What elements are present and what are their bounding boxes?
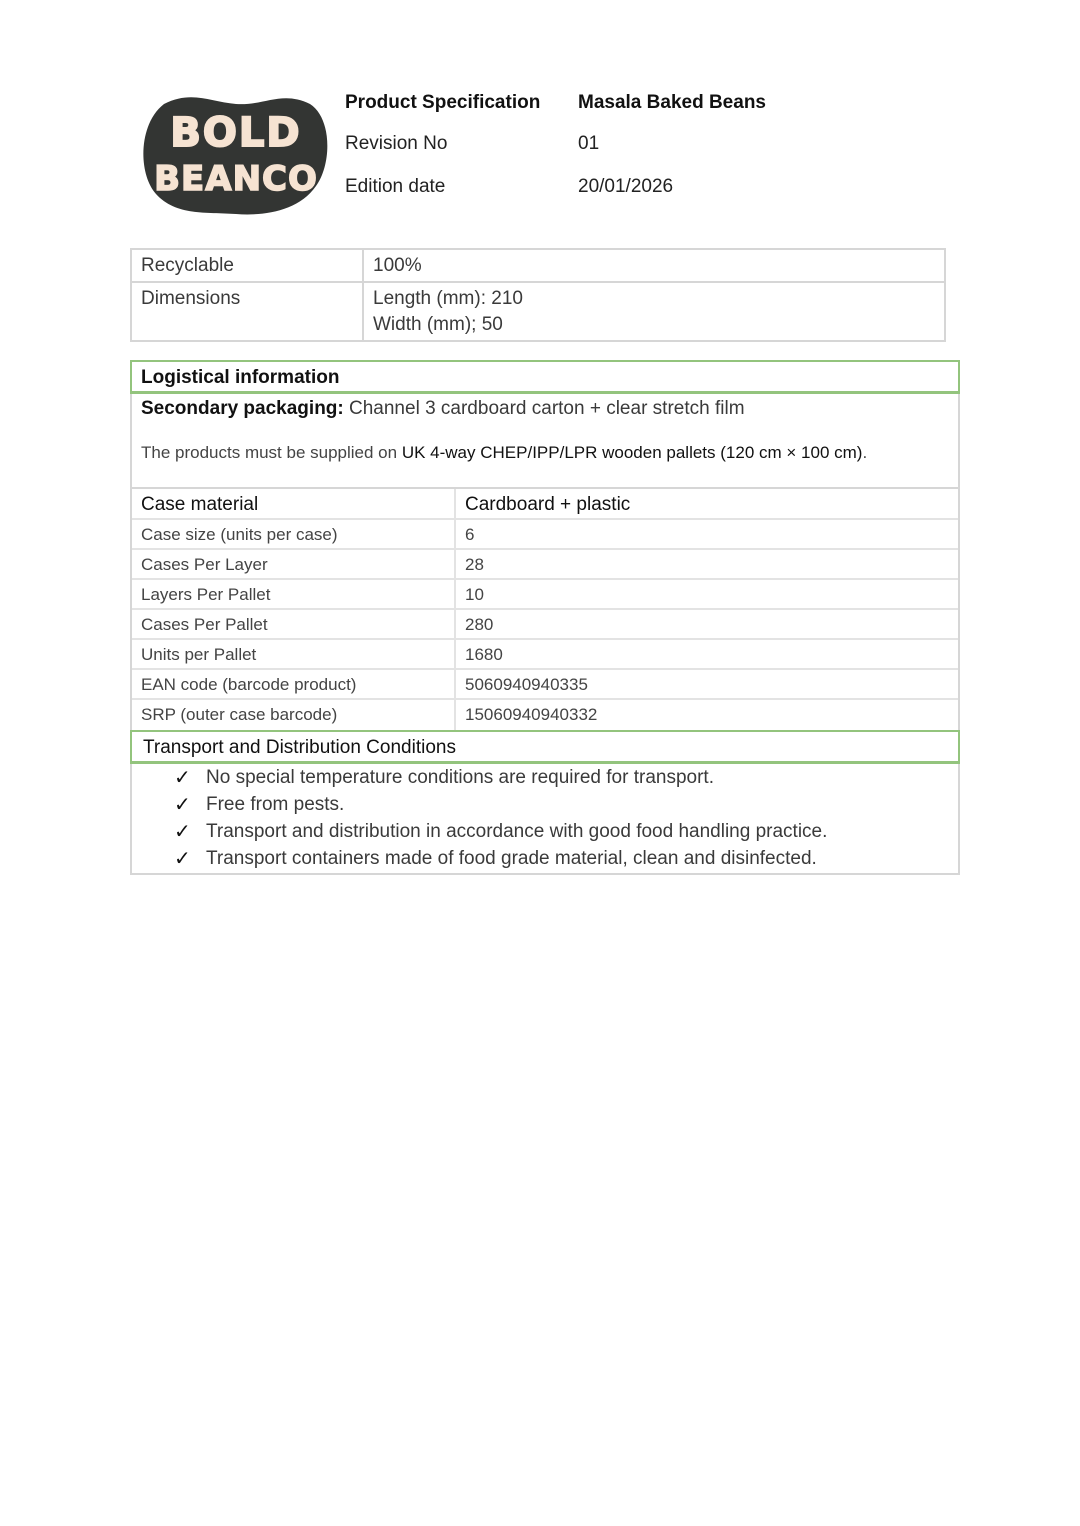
checkmark-icon: ✓: [174, 848, 191, 870]
row-value: Cardboard + plastic: [465, 494, 631, 515]
table-row: [132, 580, 958, 610]
logistics-table: [130, 360, 960, 875]
packaging-table: [130, 248, 946, 342]
table-row: [132, 489, 958, 520]
secondary-packaging-label: Secondary packaging:: [141, 398, 344, 419]
table-row: [132, 640, 958, 670]
row-value: 28: [465, 555, 484, 574]
recyclable-label: Recyclable: [132, 250, 364, 281]
checkmark-icon: ✓: [174, 821, 191, 843]
logistics-title: Logistical information: [130, 360, 960, 391]
revision-label: Revision No: [345, 133, 448, 154]
revision-value: 01: [578, 133, 600, 154]
table-row: [132, 700, 958, 730]
row-label: SRP (outer case barcode): [132, 700, 456, 730]
pallet-suffix: .: [862, 443, 868, 462]
transport-title: Transport and Distribution Conditions: [130, 730, 960, 761]
condition-text: Transport and distribution in accordance with good food handling practice.: [206, 820, 828, 842]
row-label: Case size (units per case): [132, 520, 456, 548]
checkmark-icon: ✓: [174, 794, 191, 816]
spec-value: Masala Baked Beans: [578, 92, 766, 113]
row-value: 280: [465, 615, 494, 634]
table-row: [132, 550, 958, 580]
row-value: 1680: [465, 645, 503, 664]
condition-text: Transport containers made of food grade material, clean and disinfected.: [206, 847, 817, 869]
dimensions-length: Length (mm): 210: [373, 288, 523, 309]
checkmark-icon: ✓: [174, 767, 191, 789]
packaging-info: [132, 394, 958, 489]
logo-line-2: BEANCO: [154, 159, 318, 199]
table-row: [132, 281, 944, 340]
logo-line-1: BOLD: [170, 110, 302, 156]
row-value: 15060940940332: [465, 705, 598, 724]
list-item: [174, 845, 958, 872]
transport-conditions-list: [132, 764, 958, 872]
pallet-requirement: [141, 442, 949, 464]
row-label: Case material: [132, 489, 456, 518]
row-label: Layers Per Pallet: [132, 580, 456, 608]
table-row: [132, 610, 958, 640]
secondary-packaging: [141, 396, 949, 422]
row-label: Cases Per Layer: [132, 550, 456, 578]
edition-label: Edition date: [345, 176, 446, 197]
dimensions-width: Width (mm); 50: [373, 314, 503, 335]
pallet-type: UK 4-way CHEP/IPP/LPR wooden pallets (120 cm × 100 cm): [401, 443, 863, 462]
secondary-packaging-value: Channel 3 cardboard carton + clear stretch film: [343, 398, 745, 419]
row-value: 5060940940335: [465, 675, 588, 694]
dimensions-value: [364, 283, 944, 340]
table-row: [132, 670, 958, 700]
row-value: 10: [465, 585, 484, 604]
row-label: Units per Pallet: [132, 640, 456, 668]
condition-text: Free from pests.: [206, 793, 345, 815]
recyclable-value: 100%: [373, 255, 422, 276]
spec-label: Product Specification: [345, 92, 541, 113]
dimensions-label: Dimensions: [132, 283, 364, 340]
bold-beanco-logo: [140, 90, 332, 218]
table-row: [132, 520, 958, 550]
condition-text: No special temperature conditions are required for transport.: [206, 766, 714, 788]
list-item: [174, 818, 958, 845]
list-item: [174, 764, 958, 791]
list-item: [174, 791, 958, 818]
pallet-prefix: The products must be supplied on: [141, 443, 402, 462]
table-row: [132, 250, 944, 281]
row-label: Cases Per Pallet: [132, 610, 456, 638]
row-label: EAN code (barcode product): [132, 670, 456, 698]
row-value: 6: [465, 525, 475, 544]
edition-value: 20/01/2026: [578, 176, 674, 197]
